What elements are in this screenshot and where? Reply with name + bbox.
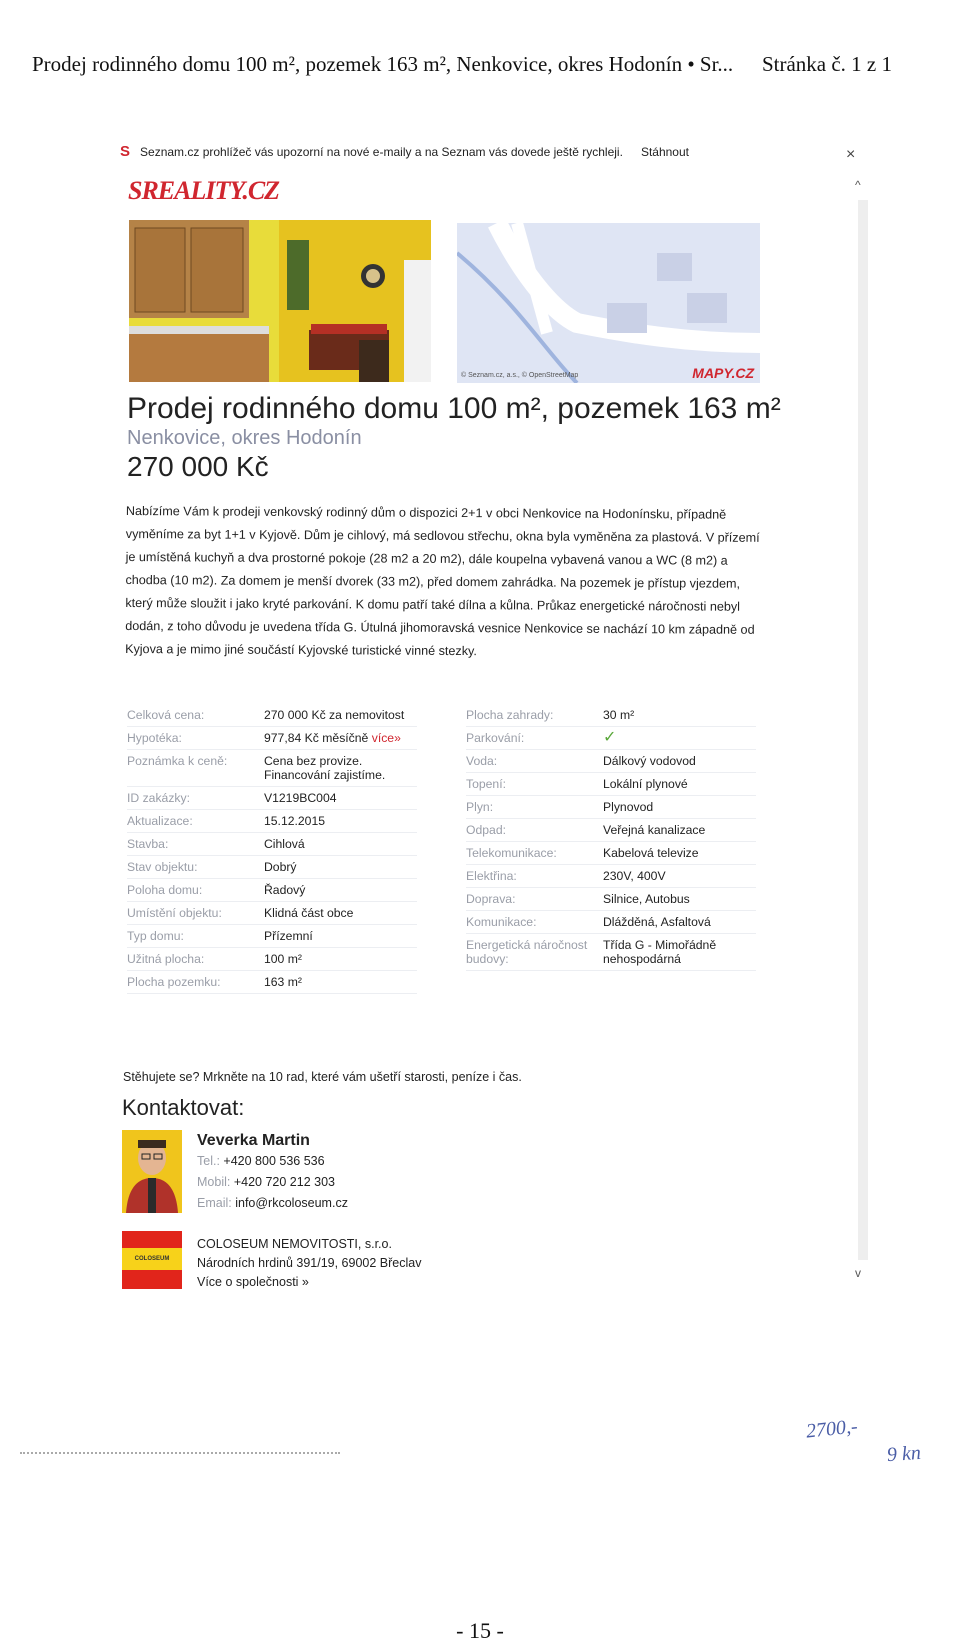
- param-label: Plocha zahrady:: [466, 708, 554, 722]
- agent-mobile: [197, 1175, 335, 1189]
- check-icon: ✓: [603, 729, 617, 746]
- scroll-up-icon[interactable]: ^: [855, 178, 861, 192]
- avatar: [122, 1130, 182, 1213]
- tel-value[interactable]: +420 800 536 536: [223, 1154, 325, 1168]
- page-number: - 15 -: [456, 1618, 504, 1643]
- agent-phone: [197, 1154, 325, 1168]
- param-row: [466, 796, 756, 819]
- param-row: [127, 810, 417, 833]
- param-label: Celková cena:: [127, 708, 205, 722]
- param-label: Plocha pozemku:: [127, 975, 221, 989]
- param-row: [466, 934, 756, 971]
- param-label: Hypotéka:: [127, 731, 182, 745]
- scrollbar[interactable]: [858, 200, 868, 1260]
- email-value[interactable]: info@rkcoloseum.cz: [235, 1196, 348, 1210]
- param-label: Komunikace:: [466, 915, 537, 929]
- param-label: Typ domu:: [127, 929, 184, 943]
- notice-text: Seznam.cz prohlížeč vás upozorní na nové e-maily a na Seznam vás dovede ještě rychleji.: [140, 144, 623, 159]
- close-icon[interactable]: ×: [846, 146, 856, 163]
- param-row: [127, 856, 417, 879]
- param-value: Lokální plynové: [603, 777, 688, 791]
- param-label: Umístění objektu:: [127, 906, 222, 920]
- listing-price: 270 000 Kč: [127, 451, 269, 482]
- param-value: [264, 731, 417, 745]
- param-row: [127, 925, 417, 948]
- handwritten-note: 2700,-: [804, 1415, 859, 1443]
- param-row: [127, 902, 417, 925]
- param-value: [603, 731, 756, 745]
- mobil-label: Mobil:: [197, 1175, 231, 1189]
- sreality-logo[interactable]: SREALITY.CZ: [128, 176, 280, 205]
- company-more-link[interactable]: Více o společnosti »: [197, 1275, 309, 1289]
- param-row: [127, 948, 417, 971]
- map-copyright: © Seznam.cz, a.s., © OpenStreetMap: [461, 372, 579, 379]
- param-label: Aktualizace:: [127, 814, 193, 828]
- mortgage-value: 977,84 Kč měsíčně: [264, 731, 369, 745]
- param-label: ID zakázky:: [127, 791, 190, 805]
- param-row: [466, 704, 756, 727]
- moving-tip-link[interactable]: Stěhujete se? Mrkněte na 10 rad, které vám ušetří starosti, peníze i čas.: [123, 1070, 522, 1084]
- param-label: Parkování:: [466, 731, 525, 745]
- param-label: Stav objektu:: [127, 860, 198, 874]
- param-value: 163 m²: [264, 975, 302, 989]
- agent-portrait: [122, 1130, 182, 1213]
- param-label: Elektřina:: [466, 869, 517, 883]
- browser-notice: [120, 143, 860, 160]
- mobil-value[interactable]: +420 720 212 303: [233, 1175, 335, 1189]
- param-value: V1219BC004: [264, 791, 337, 805]
- param-value: 270 000 Kč za nemovitost: [264, 708, 405, 722]
- param-value: Dobrý: [264, 860, 297, 874]
- param-row: [466, 842, 756, 865]
- company-logo-text: COLOSEUM: [122, 1248, 182, 1270]
- param-value: 30 m²: [603, 708, 635, 722]
- param-row: [466, 819, 756, 842]
- handwritten-note: 9 kn: [886, 1441, 922, 1467]
- param-label: Telekomunikace:: [466, 846, 557, 860]
- param-value: Plynovod: [603, 800, 654, 814]
- param-value: Kabelová televize: [603, 846, 699, 860]
- param-row: [466, 911, 756, 934]
- param-value: Silnice, Autobus: [603, 892, 690, 906]
- agent-name: Veverka Martin: [197, 1132, 310, 1149]
- mapy-logo[interactable]: MAPY.CZ: [692, 365, 754, 381]
- tel-label: Tel.:: [197, 1154, 220, 1168]
- kitchen-photo-illustration: [129, 220, 431, 382]
- param-row: [127, 879, 417, 902]
- listing-locality[interactable]: Nenkovice, okres Hodonín: [127, 427, 362, 449]
- param-value: 100 m²: [264, 952, 302, 966]
- param-label: Voda:: [466, 754, 498, 768]
- param-row: [127, 750, 417, 787]
- param-label: Poloha domu:: [127, 883, 203, 897]
- company-name: COLOSEUM NEMOVITOSTI, s.r.o.: [197, 1237, 392, 1251]
- param-label: Poznámka k ceně:: [127, 754, 228, 768]
- contact-heading: Kontaktovat:: [122, 1095, 245, 1120]
- param-row: [127, 727, 417, 750]
- param-row: [127, 833, 417, 856]
- property-photo[interactable]: [129, 220, 431, 382]
- param-value: Dálkový vodovod: [603, 754, 696, 768]
- param-row: [466, 727, 756, 750]
- mortgage-more-link[interactable]: více»: [371, 731, 401, 745]
- param-value: Cihlová: [264, 837, 305, 851]
- params-left: [127, 704, 417, 994]
- param-value: Klidná část obce: [264, 906, 354, 920]
- map-illustration: [457, 223, 760, 383]
- param-row: [466, 865, 756, 888]
- param-value: 230V, 400V: [603, 869, 666, 883]
- print-header: [32, 52, 892, 77]
- divider: [20, 1452, 340, 1456]
- company-logo[interactable]: [122, 1231, 182, 1289]
- param-row: [127, 971, 417, 994]
- param-value: Cena bez provize. Financování zajistíme.: [264, 754, 386, 782]
- param-row: [466, 773, 756, 796]
- email-label: Email:: [197, 1196, 232, 1210]
- param-value: Řadový: [264, 883, 306, 897]
- seznam-s-icon: S: [120, 143, 131, 160]
- param-label: Užitná plocha:: [127, 952, 205, 966]
- print-page-indicator: Stránka č. 1 z 1: [761, 52, 892, 76]
- param-label: Plyn:: [466, 800, 494, 814]
- print-title: Prodej rodinného domu 100 m², pozemek 163 m², Nenkovice, okres Hodonín • Sr...: [32, 52, 734, 76]
- company-address: Národních hrdinů 391/19, 69002 Břeclav: [197, 1256, 422, 1270]
- download-link[interactable]: Stáhnout: [640, 144, 689, 159]
- param-value: Přízemní: [264, 929, 313, 943]
- params-right: [466, 704, 756, 971]
- param-value: Dlážděná, Asfaltová: [603, 915, 711, 929]
- param-label: Odpad:: [466, 823, 506, 837]
- scroll-down-icon[interactable]: v: [855, 1266, 861, 1280]
- param-row: [466, 888, 756, 911]
- param-value: 15.12.2015: [264, 814, 325, 828]
- param-value: Veřejná kanalizace: [603, 823, 706, 837]
- param-label: Energetická náročnost budovy:: [466, 938, 588, 966]
- param-label: Topení:: [466, 777, 506, 791]
- param-label: Doprava:: [466, 892, 516, 906]
- param-row: [466, 750, 756, 773]
- listing-description: Nabízíme Vám k prodeji venkovský rodinný dům o dispozici 2+1 v obci Nenkovice na Hodonínsku, případně vyměníme za byt 1+1 v Kyjově. Dům je cihlový, má sedlovou střechu, okna byla vyměněna za plastová. V přízemí je umístěná kuchyň a dva prostorné pokoje (28 m2 a 20 m2), dále koupelna vybavená vanou a WC (8 m2) a chodba (10 m2). Za domem je menší dvorek (33 m2), před domem zahrádka. Na pozemek je přístup vjezdem, který může sloužit i jako kryté parkování. K domu patří také dílna a kůlna. Průkaz energetické náročnosti nebyl dodán, z toho důvodu je uvedena třída G. Útulná jihomoravská vesnice Nenkovice se nachází 10 km západně od Kyjova a je mimo jiné součástí Kyjovské turistické vinné stezky.: [125, 503, 760, 659]
- agent-email: [197, 1196, 348, 1210]
- param-row: [127, 704, 417, 727]
- param-row: [127, 787, 417, 810]
- location-map[interactable]: [457, 223, 760, 383]
- param-label: Stavba:: [127, 837, 169, 851]
- listing-title: Prodej rodinného domu 100 m², pozemek 163 m²: [127, 392, 781, 425]
- param-value: Třída G - Mimořádně nehospodárná: [603, 938, 717, 966]
